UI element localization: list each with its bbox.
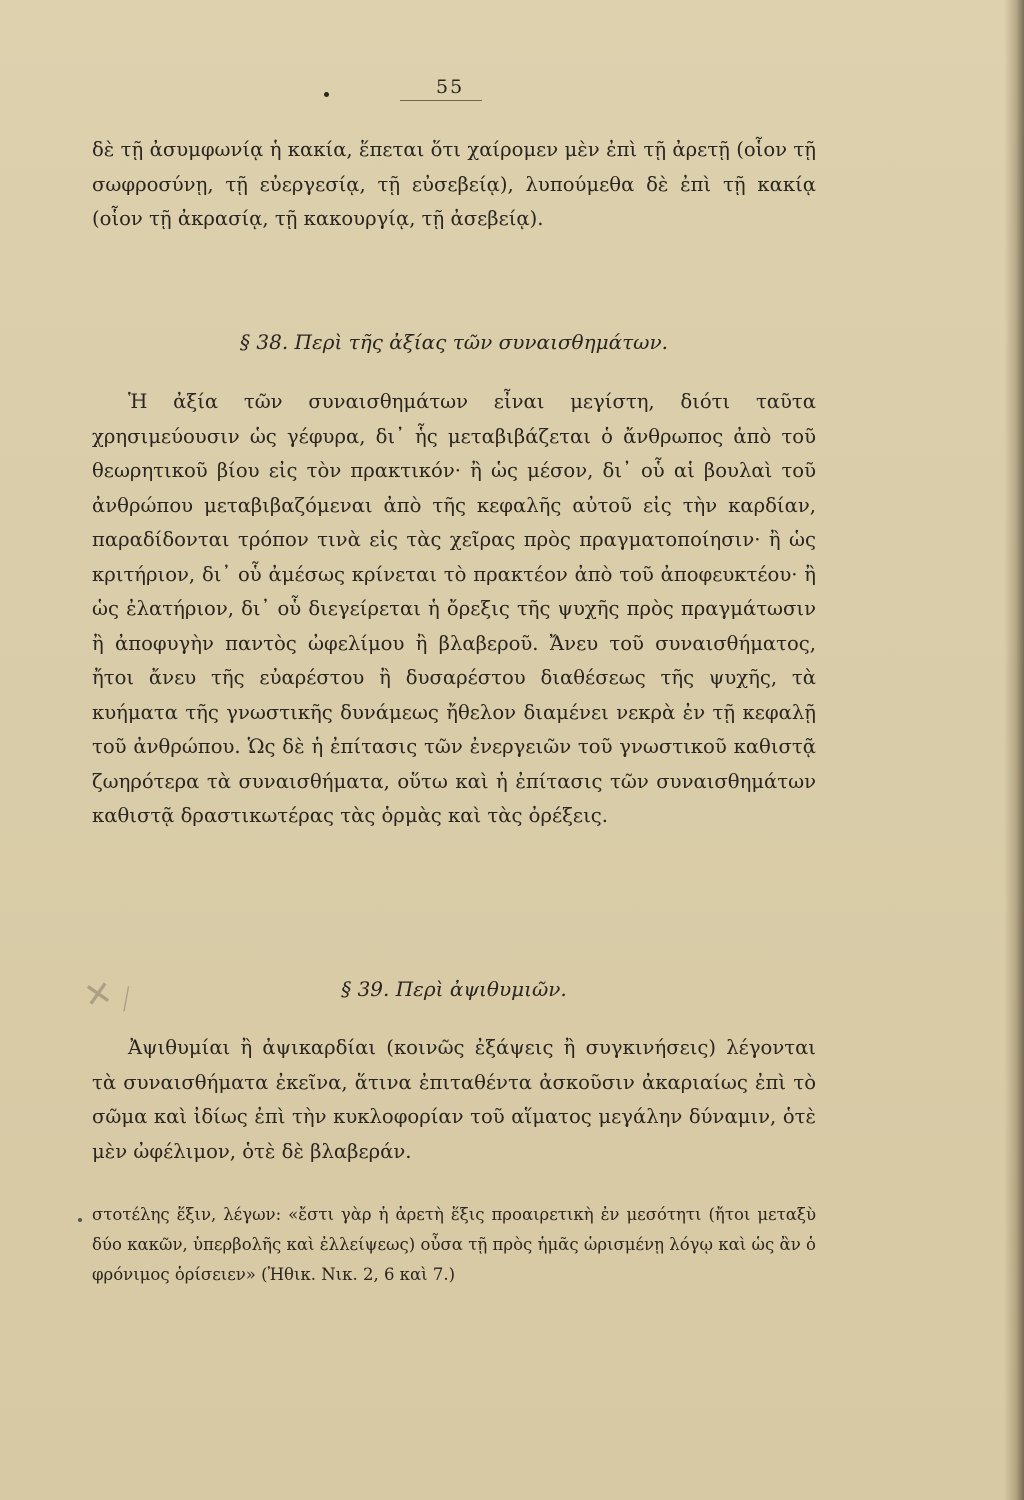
paragraph-1: δὲ τῇ ἀσυμφωνίᾳ ἡ κακία, ἕπεται ὅτι χαίρομεν μὲν ἐπὶ τῇ ἀρετῇ (οἷον τῇ σωφροσύνῃ, τῇ εὐεργεσίᾳ, τῇ εὐσεβείᾳ), λυπούμεθα δὲ ἐπὶ τῇ κακίᾳ (οἷον τῇ ἀκρασίᾳ, τῇ κακουργίᾳ, τῇ ἀσεβείᾳ). [92,138,816,230]
paragraph-2: Ἡ ἀξία τῶν συναισθημάτων εἶναι μεγίστη, διότι ταῦτα χρησιμεύουσιν ὡς γέφυρα, δι᾽ ἧς μεταβιβάζεται ὁ ἄνθρωπος ἀπὸ τοῦ θεωρητικοῦ βίου εἰς τὸν πρακτικόν· ἢ ὡς μέσον, δι᾽ οὗ αἱ βουλαὶ τοῦ ἀνθρώπου μεταβιβαζόμεναι ἀπὸ τῆς κεφαλῆς αὐτοῦ εἰς τὴν καρδίαν, παραδίδονται τρόπον τινὰ εἰς τὰς χεῖρας πρὸς πραγματοποίησιν· ἢ ὡς κριτήριον, δι᾽ οὗ ἀμέσως κρίνεται τὸ πρακτέον ἀπὸ τοῦ ἀποφευκτέου· ἢ ὡς ἐλατήριον, δι᾽ οὗ διεγείρεται ἡ ὄρεξις τῆς ψυχῆς πρὸς πραγμάτωσιν ἢ ἀποφυγὴν παντὸς ὠφελίμου ἢ βλαβεροῦ. Ἄνευ τοῦ συναισθήματος, ἤτοι ἄνευ τῆς εὐαρέστου ἢ δυσαρέστου διαθέσεως τῆς ψυχῆς, τὰ κυήματα τῆς γνωστικῆς δυνάμεως ἤθελον διαμένει νεκρὰ ἐν τῇ κεφαλῇ τοῦ ἀνθρώπου. Ὡς δὲ ἡ ἐπίτασις τῶν ἐνεργειῶν τοῦ γνωστικοῦ καθιστᾷ ζωηρότερα τὰ συναισθήματα, οὕτω καὶ ἡ ἐπίτασις τῶν συναισθημάτων καθιστᾷ δραστικωτέρας τὰς ὁρμὰς καὶ τὰς ὀρέξεις. [92,390,816,827]
page-edge-shadow [1004,0,1024,1500]
pencil-mark-icon: ✕ [80,972,116,1018]
pencil-stroke-icon: ⟋ [111,982,143,1018]
section-38-heading: § 38. Περὶ τῆς ἀξίας τῶν συναισθημάτων. [240,330,668,354]
footnote: στοτέλης ἕξιν, λέγων: «ἔστι γὰρ ἡ ἀρετὴ ἕξις προαιρετικὴ ἐν μεσότητι (ἤτοι μεταξὺ δύο κακῶν, ὑπερβολῆς καὶ ἐλλείψεως) οὖσα τῇ πρὸς ἡμᾶς ὡρισμένῃ λόγῳ καὶ ὡς ἂν ὁ φρόνιμος ὁρίσειεν» (Ἠθικ. Νικ. 2, 6 καὶ 7.) [92,1205,816,1284]
header-rule [400,100,482,101]
ink-dot [324,92,329,97]
section-39-heading: § 39. Περὶ ἀψιθυμιῶν. [341,977,567,1001]
page-number: 55 [436,76,465,98]
margin-dot [78,1218,82,1222]
paragraph-3: Ἀψιθυμίαι ἢ ἀψικαρδίαι (κοινῶς ἐξάψεις ἢ συγκινήσεις) λέγονται τὰ συναισθήματα ἐκεῖνα, ἅτινα ἐπιταθέντα ἀσκοῦσιν ἀκαριαίως ἐπὶ τὸ σῶμα καὶ ἰδίως ἐπὶ τὴν κυκλοφορίαν τοῦ αἵματος μεγάλην δύναμιν, ὁτὲ μὲν ὠφέλιμον, ὁτὲ δὲ βλαβεράν. [92,1036,816,1163]
